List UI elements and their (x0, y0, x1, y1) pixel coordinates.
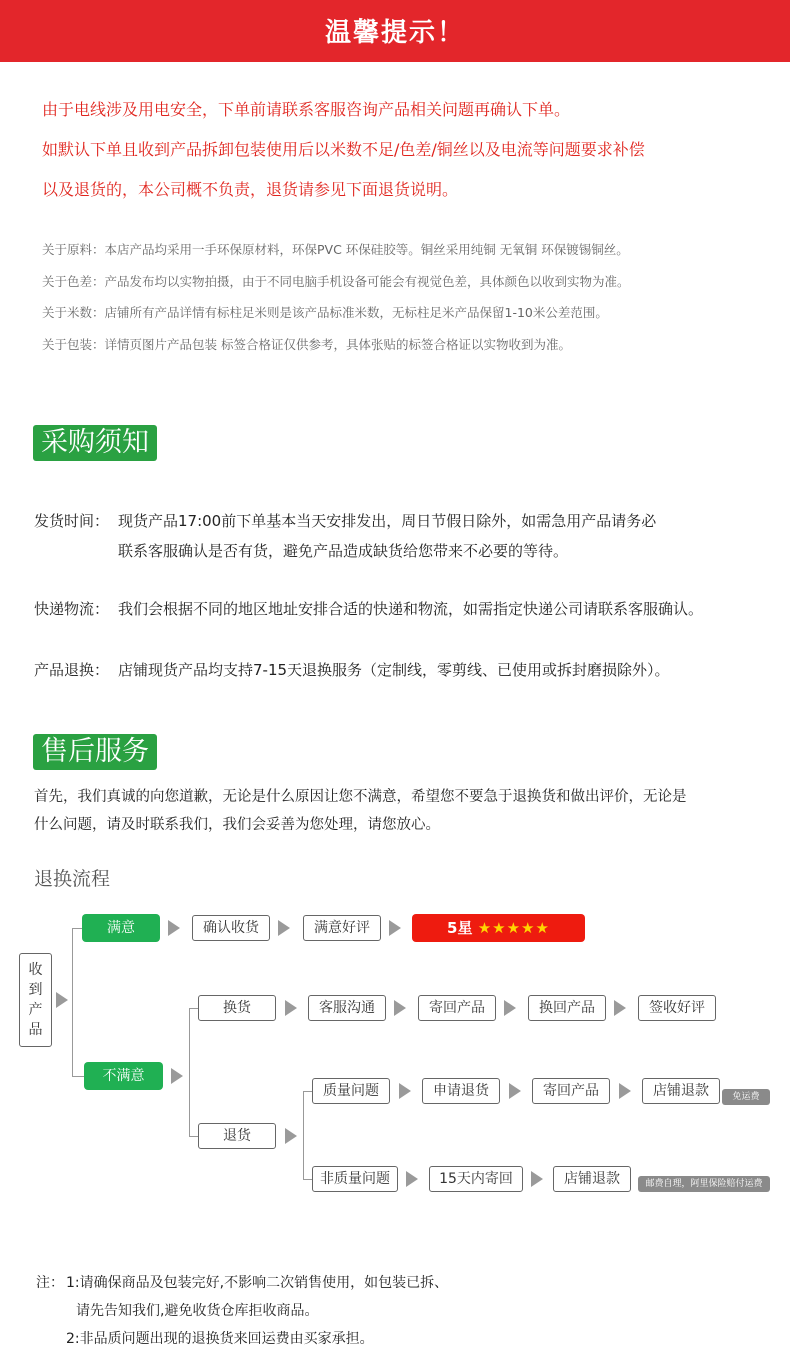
arrow-icon (509, 1083, 521, 1099)
footer-note-1-line-1: 1:请确保商品及包装完好,不影响二次销售使用，如包装已拆、 (66, 1275, 449, 1291)
footer-note-1-line-2: 请先告知我们,避免收货仓库拒收商品。 (76, 1303, 319, 1319)
arrow-icon (394, 1000, 406, 1016)
connector-line (189, 1136, 198, 1137)
store-refund-box: 店铺退款 (642, 1078, 720, 1104)
footer-label: 注： (36, 1275, 64, 1291)
returns-label: 产品退换： (34, 661, 110, 679)
arrow-icon (278, 920, 290, 936)
connector-line (72, 928, 82, 929)
flow-start-char: 到 (28, 982, 43, 998)
send-back-box: 寄回产品 (532, 1078, 610, 1104)
star-icon: ★★★★★ (477, 919, 550, 937)
flow-start-char: 品 (28, 1022, 43, 1038)
arrow-icon (285, 1000, 297, 1016)
flow-start-char: 收 (28, 962, 43, 978)
note-packaging: 关于包装：详情页图片产品包装 标签合格证仅供参考，具体张贴的标签合格证以实物收到为准。 (42, 337, 571, 352)
note-length: 关于米数：店铺所有产品详情有标柱足米则是该产品标准米数，无标柱足米产品保留1-10米公差范围。 (42, 305, 608, 320)
connector-line (72, 1076, 84, 1077)
warning-line-2: 如默认下单且收到产品拆卸包装使用后以米数不足/色差/铜丝以及电流等问题要求补偿 (42, 140, 645, 159)
confirm-receipt-box: 确认收货 (192, 915, 270, 941)
connector-line (303, 1091, 304, 1179)
arrow-icon (399, 1083, 411, 1099)
connector-line (189, 1008, 190, 1136)
non-quality-issue-box: 非质量问题 (312, 1166, 398, 1192)
arrow-icon (531, 1171, 543, 1187)
warning-line-1: 由于电线涉及用电安全，下单前请联系客服咨询产品相关问题再确认下单。 (42, 100, 571, 119)
free-shipping-tag: 免运费 (722, 1089, 770, 1105)
arrow-icon (504, 1000, 516, 1016)
flow-title: 退换流程 (34, 868, 111, 890)
shipping-label: 发货时间： (34, 512, 110, 530)
flow-start-box (19, 953, 52, 1047)
note-material: 关于原料：本店产品均采用一手环保原材料，环保PVC 环保硅胶等。铜丝采用纯铜 无氧铜 环保镀锡铜丝。 (42, 242, 629, 257)
purchase-heading: 采购须知 (33, 425, 157, 461)
apply-refund-box: 申请退货 (422, 1078, 500, 1104)
connector-line (189, 1008, 198, 1009)
arrow-icon (171, 1068, 183, 1084)
refund-box: 退货 (198, 1123, 276, 1149)
arrow-icon (285, 1128, 297, 1144)
footer-note-2: 2:非品质问题出现的退换货来回运费由买家承担。 (66, 1331, 374, 1347)
logistics-text: 我们会根据不同的地区地址安排合适的快递和物流，如需指定快递公司请联系客服确认。 (118, 600, 704, 618)
arrow-icon (406, 1171, 418, 1187)
cs-communicate-box: 客服沟通 (308, 995, 386, 1021)
banner-title: 温馨提示！ (324, 18, 465, 48)
arrow-icon (389, 920, 401, 936)
connector-line (303, 1179, 312, 1180)
exchange-box: 换货 (198, 995, 276, 1021)
warning-line-3: 以及退货的，本公司概不负责，退货请参见下面退货说明。 (42, 180, 459, 199)
connector-line (72, 928, 73, 1076)
store-refund-box: 店铺退款 (553, 1166, 631, 1192)
arrow-icon (619, 1083, 631, 1099)
insurance-tag: 邮费自理，阿里保险赔付运费 (638, 1176, 770, 1192)
arrow-icon (56, 992, 68, 1008)
return-15-days-box: 15天内寄回 (429, 1166, 523, 1192)
arrow-icon (168, 920, 180, 936)
exchange-back-box: 换回产品 (528, 995, 606, 1021)
sign-review-box: 签收好评 (638, 995, 716, 1021)
aftersale-heading: 售后服务 (33, 734, 157, 770)
send-back-box: 寄回产品 (418, 995, 496, 1021)
connector-line (303, 1091, 312, 1092)
logistics-label: 快递物流： (34, 600, 110, 618)
five-star-box (412, 914, 585, 942)
shipping-text-2: 联系客服确认是否有货，避免产品造成缺货给您带来不必要的等待。 (118, 542, 569, 560)
aftersale-text-1: 首先，我们真诚的向您道歉，无论是什么原因让您不满意，希望您不要急于退换货和做出评价，无论是 (34, 789, 687, 805)
top-banner (0, 0, 790, 62)
returns-text: 店铺现货产品均支持7-15天退换服务（定制线，零剪线、已使用或拆封磨损除外）。 (118, 661, 670, 679)
good-review-box: 满意好评 (303, 915, 381, 941)
arrow-icon (614, 1000, 626, 1016)
quality-issue-box: 质量问题 (312, 1078, 390, 1104)
shipping-text-1: 现货产品17:00前下单基本当天安排发出，周日节假日除外，如需急用产品请务必 (118, 512, 657, 530)
five-star-label: 5星 (447, 919, 473, 937)
note-color: 关于色差：产品发布均以实物拍摄，由于不同电脑手机设备可能会有视觉色差，具体颜色以收到实物为准。 (42, 274, 630, 289)
unsatisfied-box: 不满意 (84, 1062, 163, 1090)
flow-start-char: 产 (28, 1002, 43, 1018)
aftersale-text-2: 什么问题，请及时联系我们，我们会妥善为您处理，请您放心。 (34, 817, 440, 833)
satisfied-box: 满意 (82, 914, 160, 942)
